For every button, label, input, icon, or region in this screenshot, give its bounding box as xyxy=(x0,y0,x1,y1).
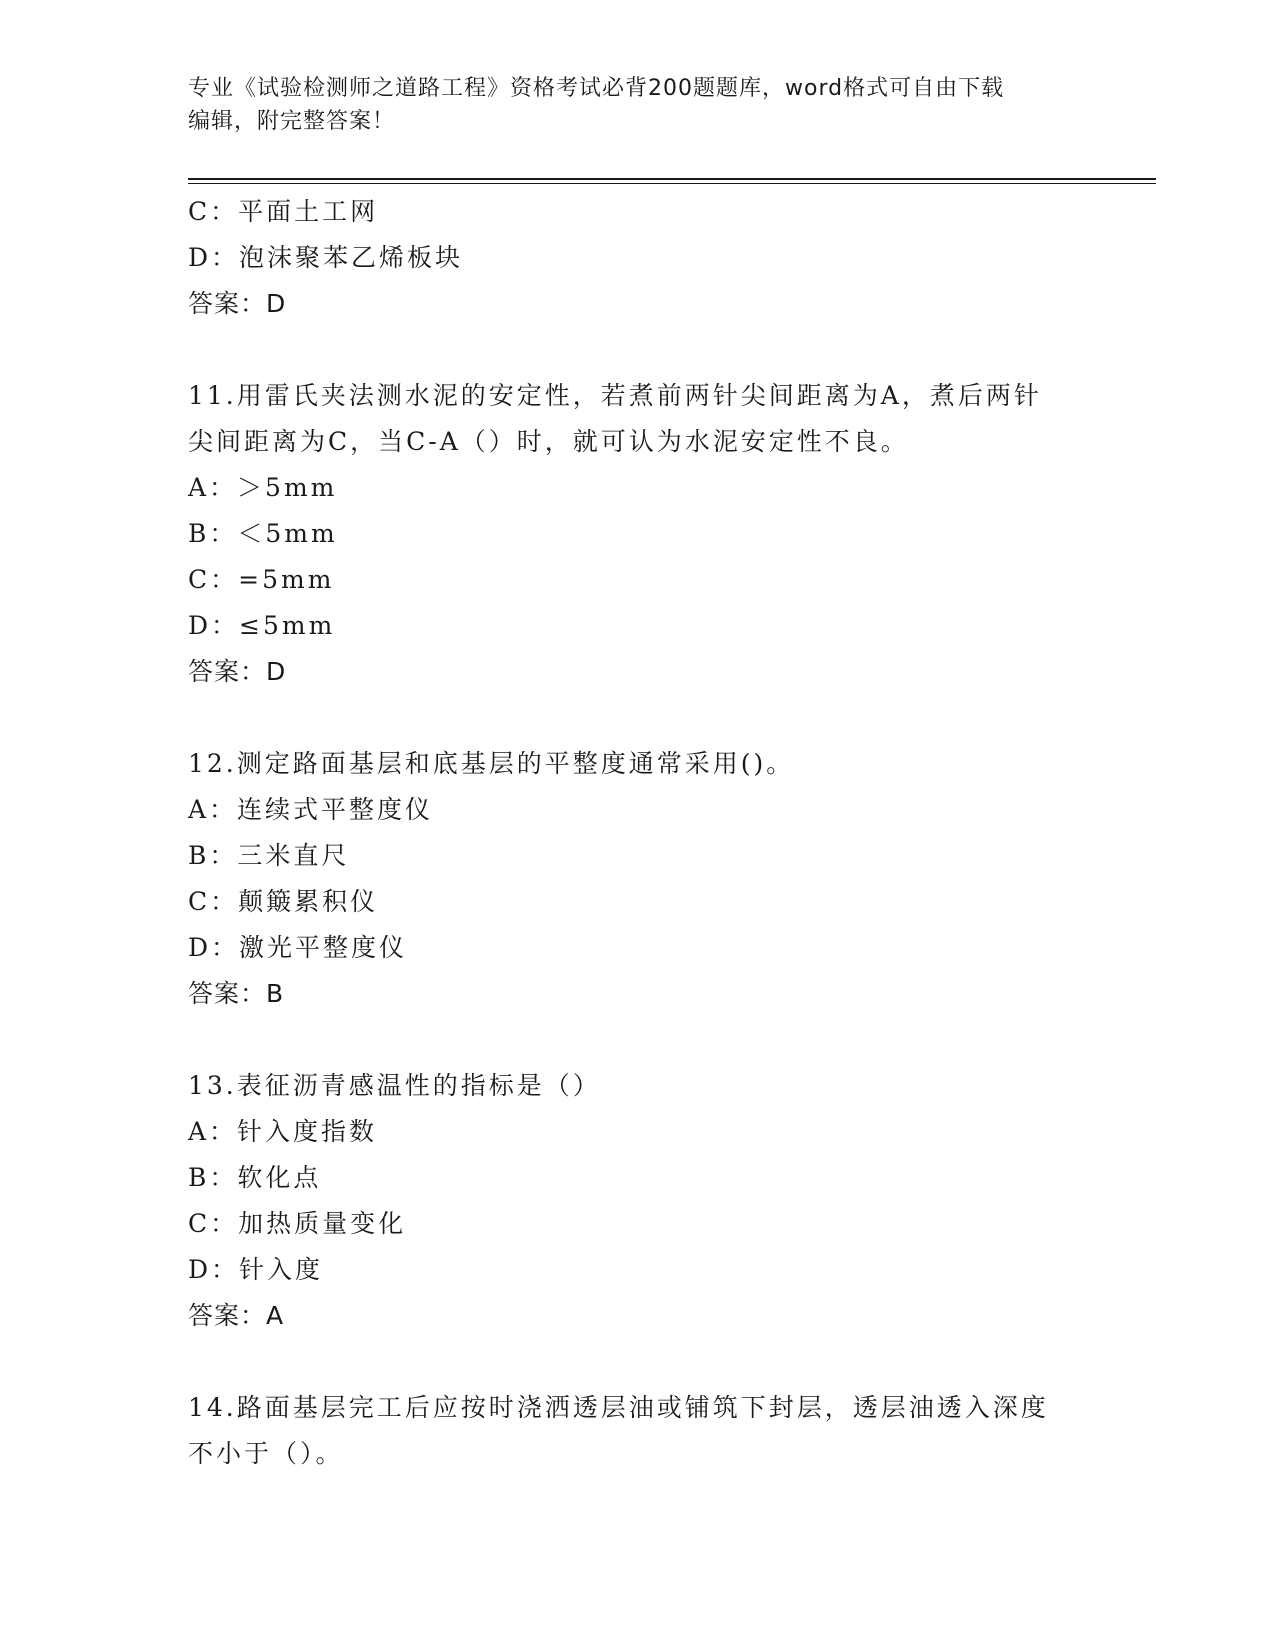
answer: 答案：B xyxy=(188,979,285,1008)
option-a: A：连续式平整度仪 xyxy=(188,795,434,824)
question-12 xyxy=(188,741,1088,1017)
spacer xyxy=(188,1339,1088,1385)
answer: 答案：D xyxy=(188,657,287,686)
option-d: D：泡沫聚苯乙烯板块 xyxy=(188,243,464,272)
option-b: B：＜5mm xyxy=(188,519,338,548)
header-divider-thin xyxy=(188,183,1156,184)
question-list xyxy=(188,189,1088,1477)
option-d: D：针入度 xyxy=(188,1255,324,1284)
document-header xyxy=(188,72,1068,138)
question-14 xyxy=(188,1385,1088,1477)
option-d: D：≤5mm xyxy=(188,611,336,640)
header-title-line-2: 编辑，附完整答案！ xyxy=(188,109,396,134)
header-divider-thick xyxy=(188,178,1156,180)
option-b: B：三米直尺 xyxy=(188,841,350,870)
question-text-line-1: 13.表征沥青感温性的指标是（） xyxy=(188,1071,601,1100)
spacer xyxy=(188,327,1088,373)
option-c: C：=5mm xyxy=(188,565,335,594)
question-11 xyxy=(188,373,1088,695)
question-text-line-1: 11.用雷氏夹法测水泥的安定性，若煮前两针尖间距离为A，煮后两针 xyxy=(188,381,1042,410)
header-title-line-1: 专业《试验检测师之道路工程》资格考试必背200题题库，word格式可自由下载 xyxy=(188,76,1005,101)
question-10 xyxy=(188,189,1088,327)
question-13 xyxy=(188,1063,1088,1339)
question-text-line-1: 12.测定路面基层和底基层的平整度通常采用()。 xyxy=(188,749,795,778)
option-c: C：平面土工网 xyxy=(188,197,379,226)
option-c: C：加热质量变化 xyxy=(188,1209,407,1238)
spacer xyxy=(188,695,1088,741)
question-text-line-1: 14.路面基层完工后应按时浇洒透层油或铺筑下封层，透层油透入深度 xyxy=(188,1393,1049,1422)
option-a: A：针入度指数 xyxy=(188,1117,378,1146)
spacer xyxy=(188,1017,1088,1063)
question-text-line-2: 不小于（）。 xyxy=(188,1439,344,1468)
answer: 答案：A xyxy=(188,1301,285,1330)
option-a: A：＞5mm xyxy=(188,473,338,502)
option-c: C：颠簸累积仪 xyxy=(188,887,379,916)
question-text-line-2: 尖间距离为C，当C-A（）时，就可认为水泥安定性不良。 xyxy=(188,427,909,456)
option-d: D：激光平整度仪 xyxy=(188,933,408,962)
answer: 答案：D xyxy=(188,289,287,318)
option-b: B：软化点 xyxy=(188,1163,322,1192)
